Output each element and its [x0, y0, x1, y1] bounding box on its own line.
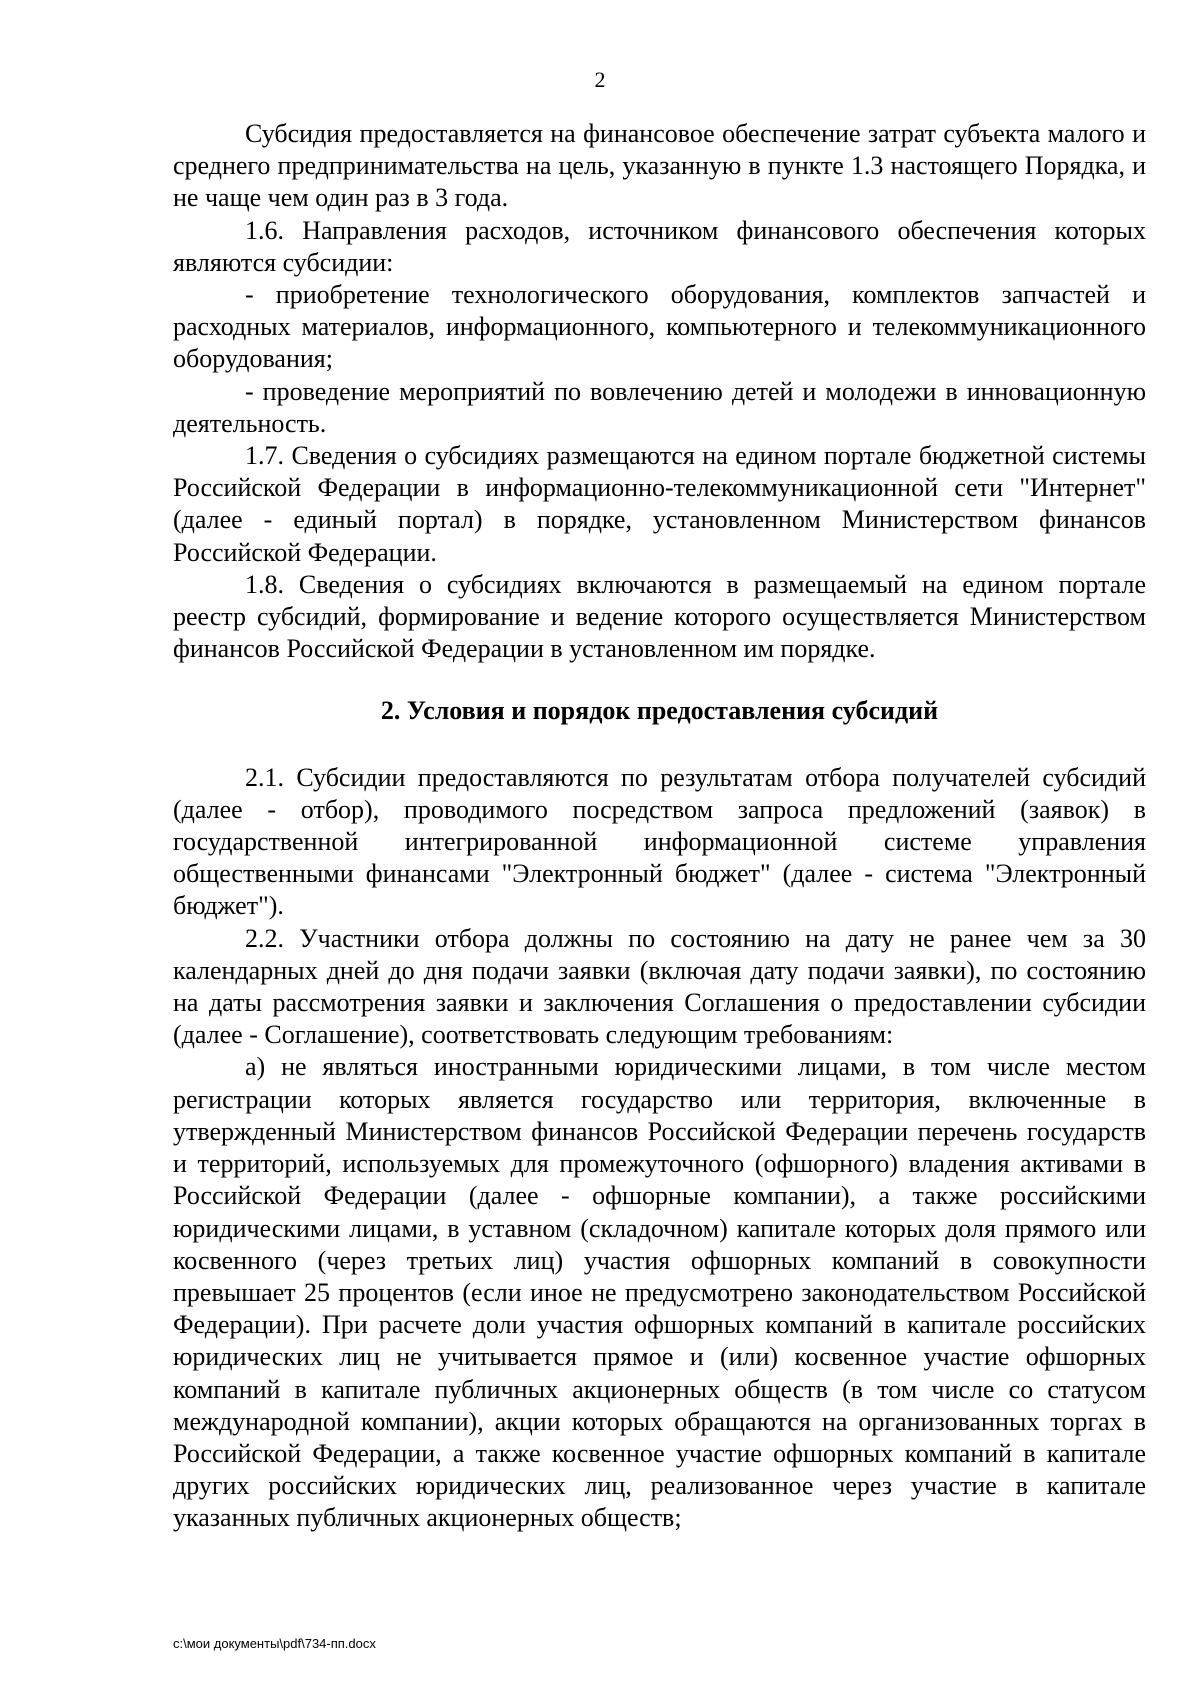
page-number: 2: [594, 67, 606, 92]
paragraph-1-8: 1.8. Сведения о субсидиях включаются в размещаемый на едином портале реестр субсидий, формирование и ведение которого осуществляется Министерством финансов Российской Федерации в установленном им порядке.: [173, 569, 1146, 664]
footer-file-path: c:\мои документы\pdf\734-пп.docx: [173, 1636, 376, 1651]
paragraph-1-6: 1.6. Направления расходов, источником финансового обеспечения которых являются субсидии:: [173, 215, 1146, 277]
section-title: 2. Условия и порядок предоставления субсидий: [380, 696, 939, 726]
paragraph: Субсидия предоставляется на финансовое обеспечение затрат субъекта малого и среднего предпринимательства на цель, указанную в пункте 1.3 настоящего Порядка, и не чаще чем один раз в 3 года.: [173, 119, 1146, 213]
paragraph-2-2: 2.2. Участники отбора должны по состоянию на дату не ранее чем за 30 календарных дней до дня подачи заявки (включая дату подачи заявки), по состоянию на даты рассмотрения заявки и заключения Соглашения о предоставлении субсидии (далее - Соглашение), соответствовать следующим требованиям:: [173, 923, 1146, 1050]
list-item: - приобретение технологического оборудования, комплектов запчастей и расходных материалов, информационного, компьютерного и телекоммуникационного оборудования;: [173, 280, 1146, 374]
list-item: - проведение мероприятий по вовлечению детей и молодежи в инновационную деятельность.: [173, 376, 1146, 438]
document-body: [173, 118, 1146, 1535]
paragraph-2-1: 2.1. Субсидии предоставляются по результатам отбора получателей субсидий (далее - отбор), проводимого посредством запроса предложений (заявок) в государственной интегрированной информационной системе управления общественными финансами "Электронный бюджет" (далее - система "Электронный бюджет").: [173, 762, 1146, 921]
paragraph-1-7: 1.7. Сведения о субсидиях размещаются на едином портале бюджетной системы Российской Федерации в информационно-телекоммуникационной сети "Интернет" (далее - единый портал) в порядке, установленном Министерством финансов Российской Федерации.: [173, 441, 1146, 567]
paragraph-2-2-a: а) не являться иностранными юридическими лицами, в том числе местом регистрации которых является государство или территория, включенные в утвержденный Министерством финансов Российской Федерации перечень государств и территорий, используемых для промежуточного (офшорного) владения активами в Российской Федерации (далее - офшорные компании), а также российскими юридическими лицами, в уставном (складочном) капитале которых доля прямого или косвенного (через третьих лиц) участия офшорных компаний в совокупности превышает 25 процентов (если иное не предусмотрено законодательством Российской Федерации). При расчете доли участия офшорных компаний в капитале российских юридических лиц не учитывается прямое и (или) косвенное участие офшорных компаний в капитале публичных акционерных обществ (в том числе со статусом международной компании), акции которых обращаются на организованных торгах в Российской Федерации, а также косвенное участие офшорных компаний в капитале других российских юридических лиц, реализованное через участие в капитале указанных публичных акционерных обществ;: [173, 1052, 1146, 1533]
